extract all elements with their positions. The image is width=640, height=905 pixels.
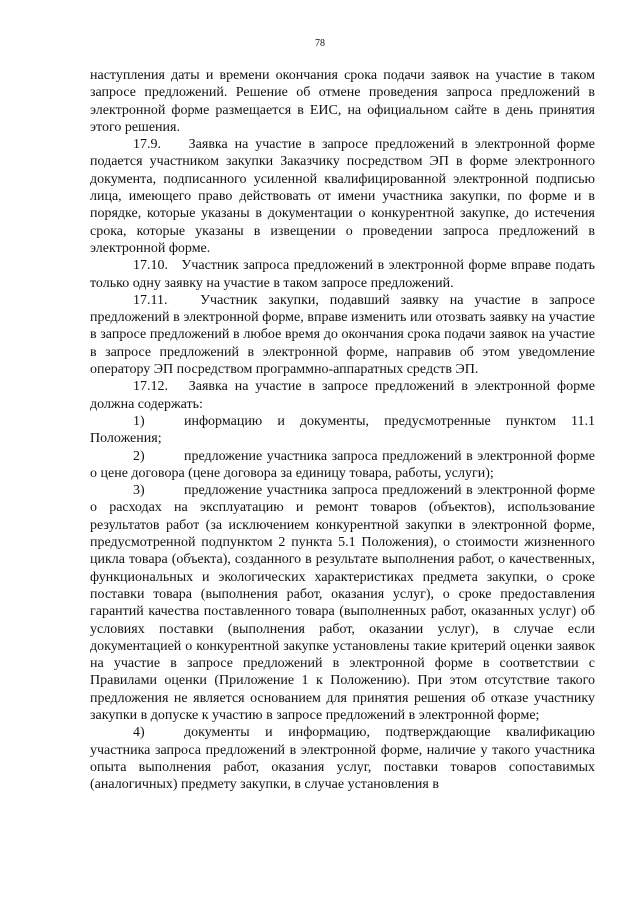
paragraph-17-10: 17.10. Участник запроса предложений в электронной форме вправе подать только одну заявку на участие в таком запросе предложений.: [90, 258, 595, 291]
list-item: [90, 448, 595, 483]
list-item: [90, 482, 595, 724]
list-item-text: информацию и документы, предусмотренные пунктом 11.1 Положения;: [90, 413, 595, 447]
list-item-text: предложение участника запроса предложений в электронной форме о цене договора (цене договора за единицу товара, работы, услуги);: [90, 448, 595, 481]
list-item-number: 2): [133, 448, 145, 464]
paragraph-17-11: 17.11. Участник закупки, подавший заявку на участие в запросе предложений в электронной форме, вправе изменить или отозвать заявку на участие в запросе предложений в любое время до окончания срока подачи заявок на участие в запросе предложений в электронной форме, направив об этом уведомление оператору ЭП посредством программно-аппаратных средств ЭП.: [90, 292, 595, 378]
list-item: [90, 413, 595, 448]
list-item-text: предложение участника запроса предложений в электронной форме о расходах на эксплуатацию и ремонт товаров (объектов), использование результатов работ (за исключением конкурентной закупки в электронной форме, предусмотренной подпунктом 2 пункта 5.1 Положения), о стоимости жизненного цикла товара (объекта), созданного в результате выполнения работ, о качественных, функциональных и экологических характеристиках предмета закупки, о сроке поставки товара (выполнения работ, оказания услуг), о сроке предоставления гарантий качества поставленного товара (выполненных работ, оказанных услуг) об условиях поставки (выполнения работ, оказании услуг), в случае если документацией о конкурентной закупке установлены такие критерий оценки заявок на участие в запросе предложений в электронной форме в соответствии с Правилами оценки (Приложение 1 к Положению). При этом отсутствие такого предложения не является основанием для принятия решения об отказе участнику закупки в допуске к участию в запросе предложений в электронной форме;: [90, 483, 595, 723]
list-item-text: документы и информацию, подтверждающие квалификацию участника запроса предложений в электронной форме, наличие у такого участника опыта выполнения работ, оказания услуг, поставки товаров сопоставимых (аналогичных) предмету закупки, в случае установления в: [90, 725, 595, 793]
document-body: [90, 67, 595, 793]
list-item-number: 3): [133, 483, 145, 499]
page-number: 78: [315, 38, 325, 49]
paragraph-17-9: 17.9. Заявка на участие в запросе предложений в электронной форме подается участником закупки Заказчику посредством ЭП в форме электронного документа, подписанного усиленной квалифицированной электронной подписью лица, имеющего право действовать от имени участника закупки, по форме и в порядке, которые указаны в документации о конкурентной закупке, до истечения срока, которые указаны в извещении о проведении запроса предложений в электронной форме.: [90, 137, 595, 256]
paragraph-17-12: 17.12. Заявка на участие в запросе предложений в электронной форме должна содержать:: [90, 379, 595, 412]
list-item-number: 4): [133, 725, 145, 741]
list-item: [90, 724, 595, 793]
paragraph-continuation: наступления даты и времени окончания срока подачи заявок на участие в таком запросе предложений. Решение об отмене проведения запроса предложений в электронной форме размещается в ЕИС, на официальном сайте в день принятия этого решения.: [90, 68, 595, 135]
list-item-number: 1): [133, 413, 145, 429]
